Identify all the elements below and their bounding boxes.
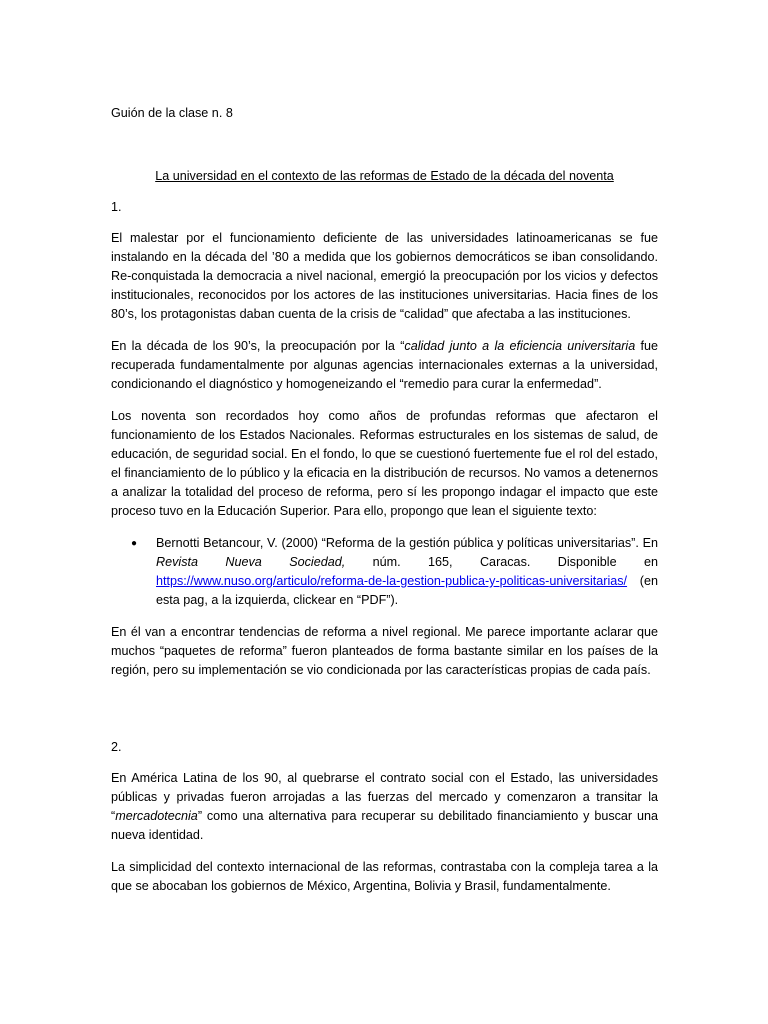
paragraph-2: [111, 337, 658, 394]
paragraph-1: El malestar por el funcionamiento deficiente de las universidades latinoamericanas se fue instalando en la década del ’80 a medida que los gobiernos democráticos se iban consolidando. Re-conquistada la democracia a nivel nacional, emergió la preocupación por los vicios y defectos institucionales, reconocidos por los actores de las instituciones universitarias. Hacia fines de los 80’s, los protagonistas daban cuenta de la crisis de “calidad” que afectaba a las instituciones.: [111, 231, 658, 321]
reference-text-start: Bernotti Betancour, V. (2000) “Reforma de la gestión pública y políticas universitarias”. En: [156, 536, 658, 550]
paragraph-5-text-start: En América Latina de los 90, al quebrarse el contrato social con el Estado, las universidades públicas y privadas fueron arrojadas a las fuerzas del mercado y comenzaron a transitar la “: [111, 771, 658, 823]
reference-text-mid: núm. 165, Caracas. Disponible en: [345, 555, 658, 569]
paragraph-5-italic: mercadotecnia: [115, 809, 198, 823]
paragraph-2-italic: calidad junto a la eficiencia universitaria: [404, 339, 636, 353]
paragraph-5: [111, 769, 658, 845]
reference-list: [111, 534, 658, 610]
reference-text-end: (en esta pag, a la izquierda, clickear en “PDF”).: [156, 574, 658, 607]
section-number-1: 1.: [111, 200, 122, 214]
paragraph-5-text-end: ” como una alternativa para recuperar su debilitado financiamiento y buscar una nueva identidad.: [111, 809, 658, 842]
paragraph-4: En él van a encontrar tendencias de reforma a nivel regional. Me parece importante aclarar que muchos “paquetes de reforma” fueron planteados de forma bastante similar en los países de la región, pero su implementación se vio condicionada por las características propias de cada país.: [111, 625, 658, 677]
paragraph-2-text-end: fue recuperada fundamentalmente por algunas agencias internacionales externas a la universidad, condicionando el diagnóstico y homogeneizando el “remedio para curar la enfermedad”.: [111, 339, 658, 391]
reference-journal: Revista Nueva Sociedad,: [156, 555, 346, 569]
paragraph-6: La simplicidad del contexto internacional de las reformas, contrastaba con la compleja tarea a la que se abocaban los gobiernos de México, Argentina, Bolivia y Brasil, fundamentalmente.: [111, 860, 658, 893]
document-title: La universidad en el contexto de las reformas de Estado de la década del noventa: [155, 169, 614, 183]
reference-link[interactable]: https://www.nuso.org/articulo/reforma-de-la-gestion-publica-y-politicas-universitarias/: [156, 574, 628, 588]
reference-item: [111, 534, 658, 610]
paragraph-3: Los noventa son recordados hoy como años de profundas reformas que afectaron el funcionamiento de los Estados Nacionales. Reformas estructurales en los sistemas de salud, de educación, de seguridad social. En el fondo, lo que se cuestionó fuertemente fue el rol del estado, el financiamiento de lo público y la eficacia en la distribución de recursos. No vamos a detenernos a analizar la totalidad del proceso de reforma, pero sí les propongo indagar el impacto que este proceso tuvo en la Educación Superior. Para ello, propongo que lean el siguiente texto:: [111, 409, 658, 518]
section-spacer: [111, 693, 658, 738]
section-number-2: 2.: [111, 740, 122, 754]
class-guide-title: Guión de la clase n. 8: [111, 106, 233, 120]
paragraph-2-text-start: En la década de los 90’s, la preocupación por la “: [111, 339, 405, 353]
bullet-icon: ●: [131, 538, 138, 549]
